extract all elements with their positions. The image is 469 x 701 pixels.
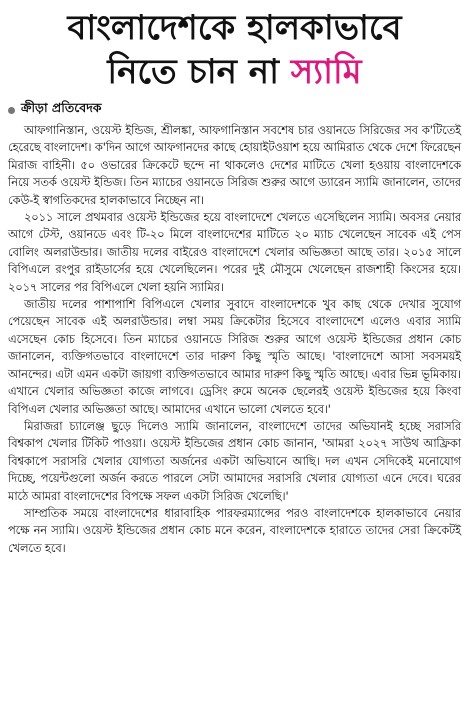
headline xyxy=(8,6,461,94)
paragraph-5: সাম্প্রতিক সময়ে বাংলাদেশের ধারাবাহিক পারফরম্যান্সের পরও বাংলাদেশকে হালকাভাবে নেয়ার পক্ষে নন স্যামি। ওয়েস্ট ইন্ডিজের প্রধান কোচ মনে করেন, বাংলাদেশকে হারাতে তাদের সেরা ক্রিকেটই খেলতে হবে। xyxy=(8,505,461,555)
paragraph-3: জাতীয় দলের পাশাপাশি বিপিএলে খেলার সুবাদে বাংলাদেশকে খুব কাছ থেকে দেখার সুযোগ পেয়েছেন সাবেক এই অলরাউন্ডার। লম্বা সময় ক্রিকেটার হিসেবে বাংলাদেশে এলেও এবার স্যামি এসেছেন কোচ হিসেবে। তিন ম্যাচের ওয়ানডে সিরিজ শুরুর আগে ওয়েস্ট ইন্ডিজের প্রধান কোচ জানালেন, ব্যক্তিগতভাবে বাংলাদেশে তার দারুণ কিছু স্মৃতি আছে। 'বাংলাদেশে আসা সবসময়ই আনন্দের। এটা এমন একটা জায়গা ব্যক্তিগতভাবে আমার দারুণ কিছু স্মৃতি আছে। এবার ভিন্ন ভূমিকায়। এখানে খেলার অভিজ্ঞতা কাজে লাগবে। ড্রেসিং রুমে অনেক ছেলেরই ওয়েস্ট ইন্ডিজের হয়ে কিংবা বিপিএল খেলার অভিজ্ঞতা আছে। আমাদের এখানে ভালো খেলতে হবে।' xyxy=(8,297,461,416)
article-body xyxy=(8,122,461,557)
byline-text: ক্রীড়া প্রতিবেদক xyxy=(21,100,102,115)
headline-line-2 xyxy=(8,50,461,94)
byline xyxy=(8,100,461,120)
bullet-icon xyxy=(8,107,15,114)
headline-line-2-main: নিতে চান না xyxy=(107,52,279,92)
paragraph-1: আফগানিস্তান, ওয়েস্ট ইন্ডিজ, শ্রীলঙ্কা, আফগানিস্তান সবশেষ চার ওয়ানডে সিরিজের সব ক'টিতেই হেরেছে বাংলাদেশ। ক'দিন আগে আফগানদের কাছে হোয়াইটওয়াশ হয়ে আমিরাত থেকে দেশে ফিরেছেন মিরাজ বাহিনী। ৫০ ওভারের ক্রিকেটে ছন্দে না থাকলেও দেশের মাটিতে খেলা হওয়ায় বাংলাদেশকে নিয়ে সতর্ক ওয়েস্ট ইন্ডিজ। তিন ম্যাচের ওয়ানডে সিরিজ শুরুর আগে ড্যারেন স্যামি জানালেন, তাদের কেউ-ই স্বাগতিকদের হালকাভাবে নিচ্ছেন না। xyxy=(8,123,461,207)
paragraph-4: মিরাজরা চ্যালেঞ্জ ছুড়ে দিলেও স্যামি জানালেন, বাংলাদেশে তাদের অভিযানই হচ্ছে সরাসরি বিশ্বকাপ খেলার টিকিট পাওয়া। ওয়েস্ট ইন্ডিজের প্রধান কোচ জানান, 'আমরা ২০২৭ সাউথ আফ্রিকা বিশ্বকাপে সরাসরি খেলার যোগ্যতা অর্জনের একটা অভিযানে আছি। দল এখন সেদিকেই মনোযোগ দিচ্ছে, পয়েন্টগুলো অর্জন করতে পারলে সেটা আমাদের সরাসরি খেলার যোগ্যতা এনে দেবে। ঘরের মাঠে আমরা বাংলাদেশের বিপক্ষে সফল একটা সিরিজ খেলেছি।' xyxy=(8,418,461,503)
headline-accent-name: স্যামি xyxy=(290,52,362,92)
paragraph-2: ২০১১ সালে প্রথমবার ওয়েস্ট ইন্ডিজের হয়ে বাংলাদেশে খেলতে এসেছিলেন স্যামি। অবসর নেয়ার আগে টেস্ট, ওয়ানডে এবং টি-২০ মিলে বাংলাদেশের মাটিতে ২০ ম্যাচ খেলেছেন সাবেক এই পেস বোলিং অলরাউন্ডার। জাতীয় দলের বাইরেও বাংলাদেশে খেলার অভিজ্ঞতা আছে তার। ২০১৫ সালে বিপিএলে রংপুর রাইডার্সের হয়ে খেলেছিলেন। পরের দুই মৌসুমে খেলেছেন রাজশাহী কিংসের হয়ে। ২০১৭ সালের পর বিপিএলে খেলা হয়নি স্যামির। xyxy=(8,210,461,294)
headline-line-1: বাংলাদেশকে হালকাভাবে xyxy=(67,8,402,48)
